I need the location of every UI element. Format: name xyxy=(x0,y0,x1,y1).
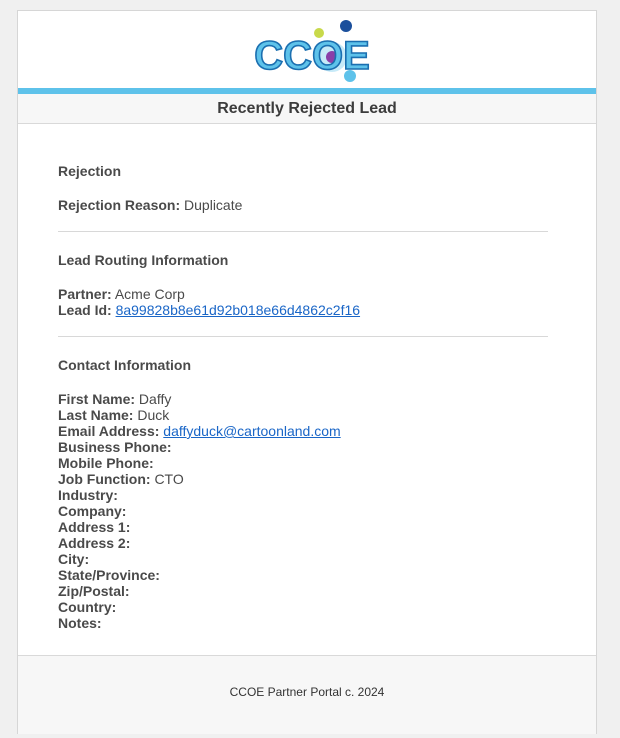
contact-field-state xyxy=(58,567,548,583)
field-label: Address 2: xyxy=(58,535,131,551)
rejection-reason-value: Duplicate xyxy=(184,197,243,213)
divider xyxy=(58,231,548,232)
contact-field-address-2 xyxy=(58,535,548,551)
contact-field-company xyxy=(58,503,548,519)
field-label: Industry: xyxy=(58,487,118,503)
field-value: Duck xyxy=(137,407,170,423)
partner-row xyxy=(58,286,548,302)
contact-section-title: Contact Information xyxy=(58,357,191,373)
email-container xyxy=(17,10,597,734)
contact-field-mobile-phone xyxy=(58,455,548,471)
contact-field-last-name xyxy=(58,407,548,423)
field-label: Last Name: xyxy=(58,407,134,423)
rejection-section-title: Rejection xyxy=(58,163,122,179)
field-label: City: xyxy=(58,551,90,567)
field-label: Zip/Postal: xyxy=(58,583,130,599)
email-title: Recently Rejected Lead xyxy=(18,94,596,124)
lead-id-row xyxy=(58,302,548,318)
contact-field-city xyxy=(58,551,548,567)
field-label: Job Function: xyxy=(58,471,151,487)
contact-field-email xyxy=(58,423,548,439)
rejection-reason-row xyxy=(58,197,548,213)
contact-field-country xyxy=(58,599,548,615)
field-value: Daffy xyxy=(138,391,172,407)
field-label: First Name: xyxy=(58,391,136,407)
ccoe-logo xyxy=(252,17,372,83)
field-label: Country: xyxy=(58,599,117,615)
divider xyxy=(58,336,548,337)
field-label: Business Phone: xyxy=(58,439,172,455)
field-label: Mobile Phone: xyxy=(58,455,154,471)
field-label: State/Province: xyxy=(58,567,160,583)
field-label: Email Address: xyxy=(58,423,160,439)
contact-field-job-function xyxy=(58,471,548,487)
contact-fields xyxy=(58,391,548,631)
routing-section-title: Lead Routing Information xyxy=(58,252,229,268)
lead-id-label: Lead Id: xyxy=(58,302,112,318)
field-label: Company: xyxy=(58,503,127,519)
contact-field-zip xyxy=(58,583,548,599)
contact-field-address-1 xyxy=(58,519,548,535)
email-link[interactable]: daffyduck@cartoonland.com xyxy=(163,423,341,439)
logo-text: CCOE xyxy=(254,34,370,78)
partner-value: Acme Corp xyxy=(114,286,185,302)
field-label: Address 1: xyxy=(58,519,131,535)
partner-label: Partner: xyxy=(58,286,112,302)
rejection-reason-label: Rejection Reason: xyxy=(58,197,181,213)
email-footer: CCOE Partner Portal c. 2024 xyxy=(18,655,596,734)
contact-field-business-phone xyxy=(58,439,548,455)
field-label: Notes: xyxy=(58,615,102,631)
contact-field-notes xyxy=(58,615,548,631)
contact-field-first-name xyxy=(58,391,548,407)
contact-field-industry xyxy=(58,487,548,503)
lead-id-link[interactable]: 8a99828b8e61d92b018e66d4862c2f16 xyxy=(115,302,361,318)
email-header xyxy=(18,11,596,87)
email-content xyxy=(58,123,548,631)
field-value: CTO xyxy=(154,471,184,487)
